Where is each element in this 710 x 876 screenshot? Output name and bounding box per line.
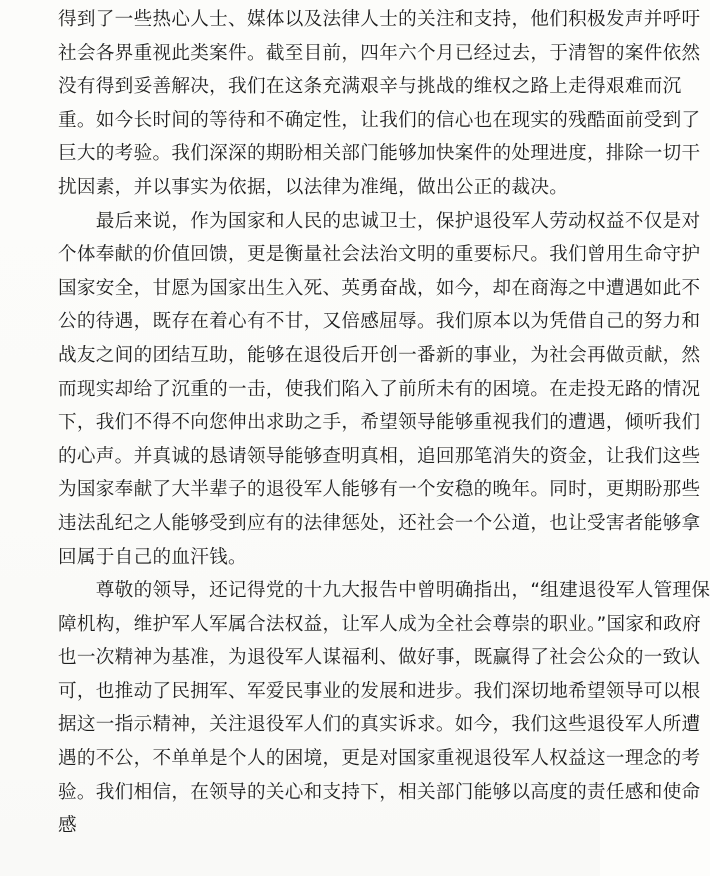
text-line: 回属于自己的血汗钱。 — [58, 546, 247, 568]
text-line: 国家安全，甘愿为国家出生入死、英勇奋战，如今，却在商海之中遭遇如此不 — [58, 277, 701, 299]
text-line: 也一次精神为基准，为退役军人谋福利、做好事，既赢得了社会公众的一致认 — [58, 647, 701, 669]
text-line: 没有得到妥善解决，我们在这条充满艰辛与挑战的维权之路上走得艰难而沉 — [58, 76, 682, 98]
text-line: 重。如今长时间的等待和不确定性，让我们的信心也在现实的残酷面前受到了 — [58, 109, 701, 131]
text-line: 的心声。并真诚的恳请领导能够查明真相，追回那笔消失的资金，让我们这些 — [58, 445, 701, 467]
text-line: 可，也推动了民拥军、军爱民事业的发展和进步。我们深切地希望领导可以根 — [58, 680, 701, 702]
text-line: 公的待遇，既存在着心有不甘，又倍感屈辱。我们原本以为凭借自己的努力和 — [58, 311, 701, 333]
text-line: 下，我们不得不向您伸出求助之手，希望领导能够重视我们的遭遇，倾听我们 — [58, 412, 701, 434]
text-line: 社会各界重视此类案件。截至目前，四年六个月已经过去，于清智的案件依然 — [58, 42, 701, 64]
document-body — [58, 0, 710, 843]
text-line: 据这一指示精神，关注退役军人们的真实诉求。如今，我们这些退役军人所遭 — [58, 714, 701, 736]
text-line: 扰因素，并以事实为依据，以法律为准绳，做出公正的裁决。 — [58, 176, 569, 198]
text-line: 个体奉献的价值回馈，更是衡量社会法治文明的重要标尺。我们曾用生命守护 — [58, 244, 701, 266]
text-line: 而现实却给了沉重的一击，使我们陷入了前所未有的困境。在走投无路的情况 — [58, 378, 701, 400]
text-line: 感 — [58, 815, 77, 837]
text-line: 障机构，维护军人军属合法权益，让军人成为全社会尊崇的职业。”国家和政府 — [58, 613, 702, 635]
text-line: 违法乱纪之人能够受到应有的法律惩处，还社会一个公道，也让受害者能够拿 — [58, 512, 701, 534]
text-line: 验。我们相信，在领导的关心和支持下，相关部门能够以高度的责任感和使命 — [58, 781, 701, 803]
text-line: 最后来说，作为国家和人民的忠诚卫士，保护退役军人劳动权益不仅是对 — [58, 210, 701, 232]
text-line: 尊敬的领导，还记得党的十九大报告中曾明确指出，“组建退役军人管理保 — [58, 580, 710, 602]
text-line: 为国家奉献了大半辈子的退役军人能够有一个安稳的晚年。同时，更期盼那些 — [58, 479, 701, 501]
text-line: 战友之间的团结互助，能够在退役后开创一番新的事业，为社会再做贡献，然 — [58, 344, 701, 366]
text-line: 巨大的考验。我们深深的期盼相关部门能够加快案件的处理进度，排除一切干 — [58, 143, 701, 165]
text-line: 遇的不公，不单单是个人的困境，更是对国家重视退役军人权益这一理念的考 — [58, 748, 701, 770]
text-line: 得到了一些热心人士、媒体以及法律人士的关注和支持，他们积极发声并呼吁 — [58, 9, 701, 30]
